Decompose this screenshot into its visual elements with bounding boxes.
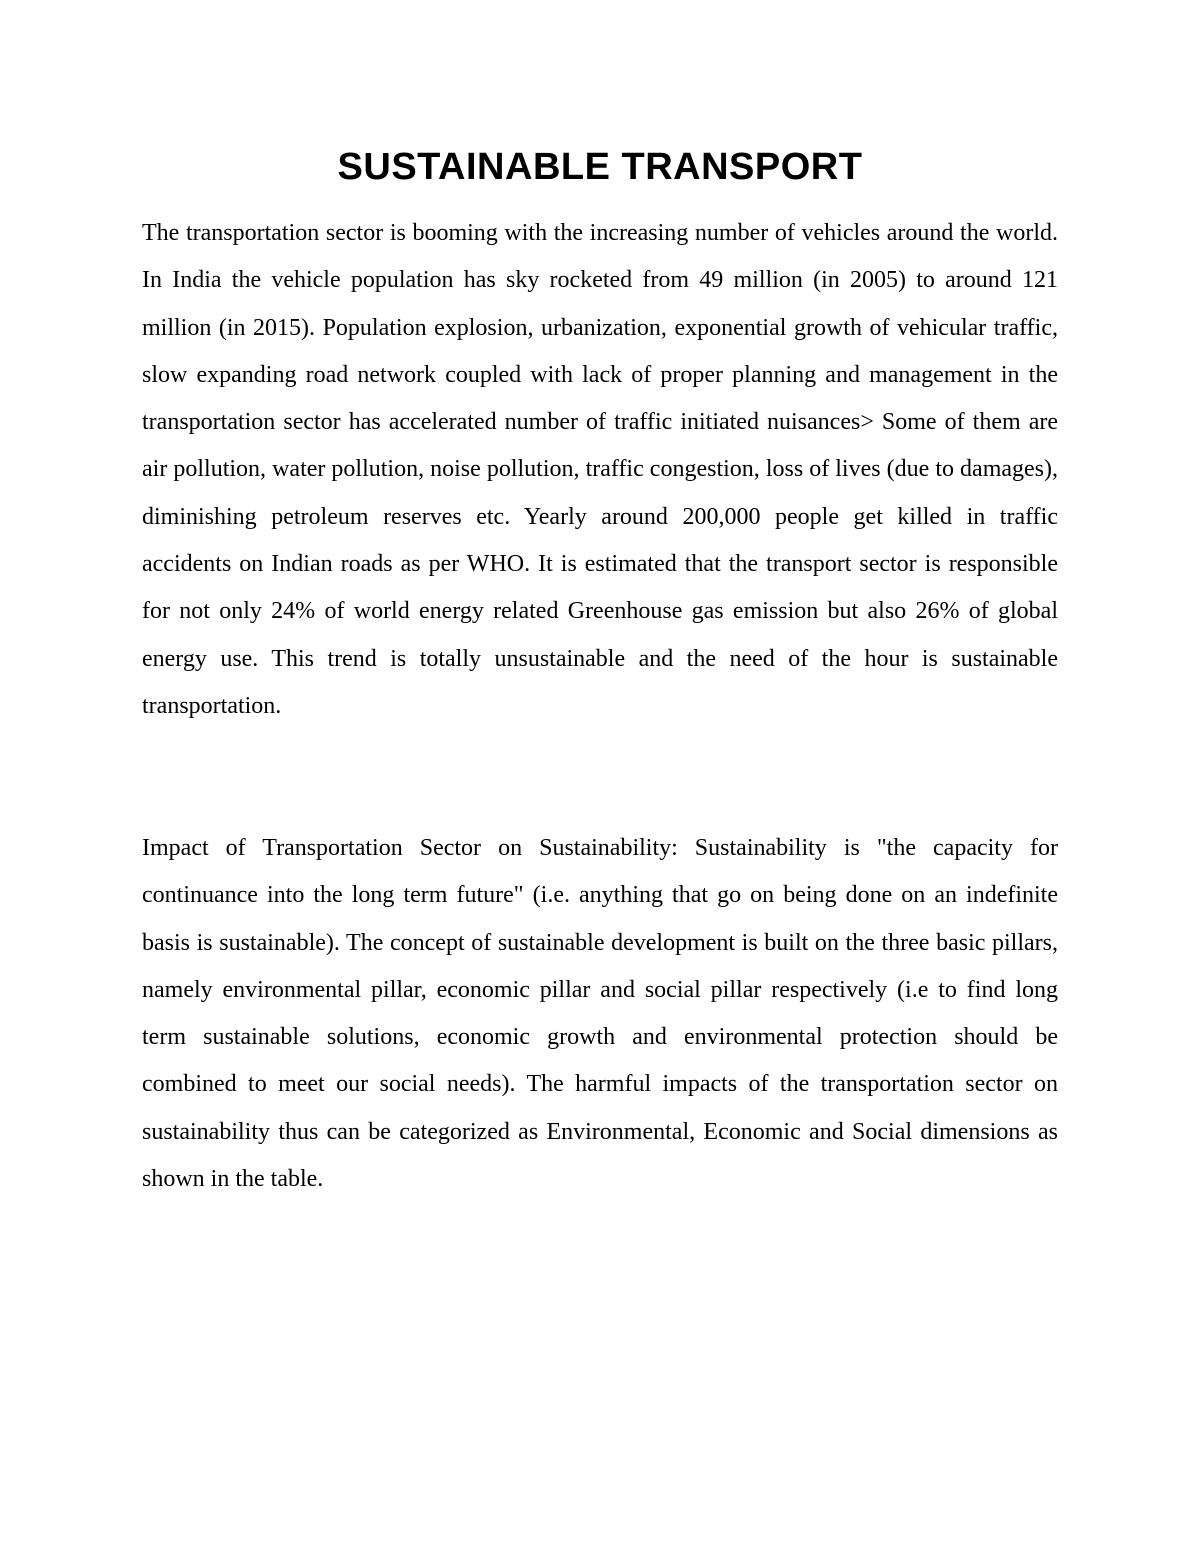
paragraph-impact: Impact of Transportation Sector on Sustainability: Sustainability is "the capacity for continuance into the long term future" (i.e. anything that go on being done on an indefinite basis is sustainable). The concept of sustainable development is built on the three basic pillars, namely environmental pillar, economic pillar and social pillar respectively (i.e to find long term sustainable solutions, economic growth and environmental protection should be combined to meet our social needs). The harmful impacts of the transportation sector on sustainability thus can be categorized as Environmental, Economic and Social dimensions as shown in the table. xyxy=(142,835,1058,1193)
document-title: SUSTAINABLE TRANSPORT xyxy=(337,146,863,188)
paragraph-intro: The transportation sector is booming with the increasing number of vehicles around the world. In India the vehicle population has sky rocketed from 49 million (in 2005) to around 121 million (in 2015). Population explosion, urbanization, exponential growth of vehicular traffic, slow expanding road network coupled with lack of proper planning and management in the transportation sector has accelerated number of traffic initiated nuisances> Some of them are air pollution, water pollution, noise pollution, traffic congestion, loss of lives (due to damages), diminishing petroleum reserves etc. Yearly around 200,000 people get killed in traffic accidents on Indian roads as per WHO. It is estimated that the transport sector is responsible for not only 24% of world energy related Greenhouse gas emission but also 26% of global energy use. This trend is totally unsustainable and the need of the hour is sustainable transportation. xyxy=(142,220,1058,719)
